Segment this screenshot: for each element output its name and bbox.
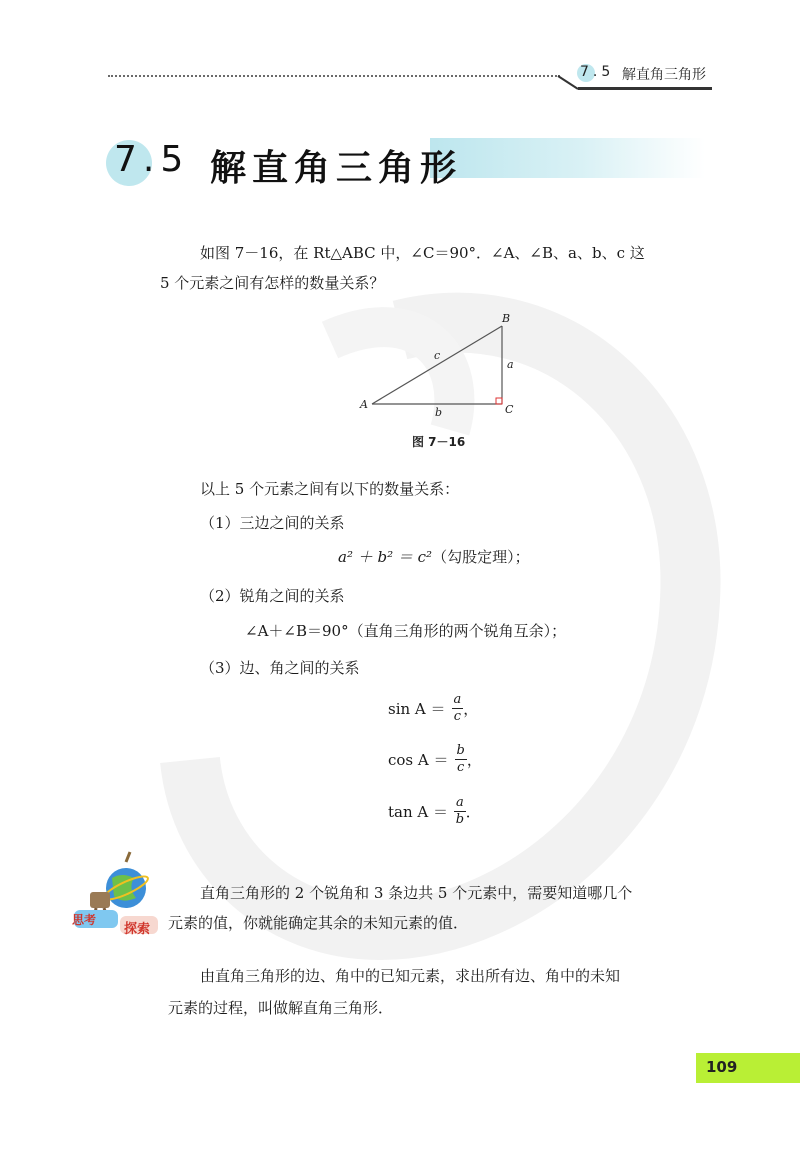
sin-numerator: a: [453, 692, 462, 707]
right-angle-marker: [496, 398, 502, 404]
intro-line-1: 如图 7－16，在 Rt△ABC 中，∠C＝90°．∠A、∠B、a、b、c 这: [200, 244, 645, 262]
tan-fraction: [454, 795, 466, 828]
acute-angle-formula: ∠A＋∠B＝90°（直角三角形的两个锐角互余）；: [245, 622, 567, 640]
sin-fraction: [452, 692, 464, 725]
side-b-label: b: [435, 406, 443, 419]
tan-end: ．: [465, 803, 481, 821]
badge-word-think: 思考: [72, 913, 97, 927]
side-a-label: a: [507, 358, 514, 371]
vertex-C-label: C: [505, 403, 514, 416]
definition-line-1: 由直角三角形的边、角中的已知元素，求出所有边、角中的未知: [200, 967, 621, 985]
pythagorean-note: （勾股定理）；: [432, 548, 530, 566]
cos-end: ，: [466, 751, 482, 769]
header-slash: [0, 0, 800, 100]
explore-line-2: 元素的值，你就能确定其余的未知元素的值．: [168, 914, 469, 932]
tan-lhs: tan A ＝: [388, 803, 449, 821]
side-c-line: [372, 326, 502, 404]
sin-lhs: sin A ＝: [388, 700, 446, 718]
heading-title: 解直角三角形: [210, 148, 463, 189]
relation-item-1: （1）三边之间的关系: [200, 514, 345, 532]
header-rule: [578, 87, 712, 90]
heading-band: [430, 138, 705, 178]
cos-denominator: c: [457, 760, 465, 775]
sin-end: ，: [463, 700, 479, 718]
intro-line-2: 5 个元素之间有怎样的数量关系？: [160, 274, 385, 292]
relation-item-2: （2）锐角之间的关系: [200, 587, 345, 605]
tan-numerator: a: [456, 795, 464, 810]
vertex-B-label: B: [502, 312, 511, 325]
vertex-A-label: A: [360, 398, 368, 411]
relation-item-3: （3）边、角之间的关系: [200, 659, 360, 677]
tan-formula: [388, 795, 481, 828]
figure-caption: 图 7－16: [412, 435, 466, 449]
explore-line-1: 直角三角形的 2 个锐角和 3 条边共 5 个元素中，需要知道哪几个: [200, 884, 633, 902]
triangle-figure: [355, 306, 535, 426]
page-number: 109: [706, 1058, 738, 1076]
side-c-label: c: [434, 349, 441, 362]
pythagorean-equation: a² ＋ b² ＝ c²: [338, 548, 433, 566]
relations-lead: 以上 5 个元素之间有以下的数量关系：: [200, 480, 460, 498]
definition-line-2: 元素的过程，叫做解直角三角形．: [168, 999, 394, 1017]
header-section-title: 解直角三角形: [622, 67, 706, 83]
sin-denominator: c: [453, 709, 462, 724]
badge-word-explore: 探索: [124, 922, 151, 937]
cos-lhs: cos A ＝: [388, 751, 449, 769]
sin-formula: [388, 692, 478, 725]
cos-numerator: b: [456, 743, 465, 758]
cos-formula: [388, 743, 482, 776]
header-section-number: 7.5: [580, 64, 615, 80]
pythagorean-formula: [338, 546, 530, 567]
heading-number: 7.5: [114, 139, 190, 180]
tan-denominator: b: [455, 812, 465, 827]
cos-fraction: [455, 743, 467, 776]
